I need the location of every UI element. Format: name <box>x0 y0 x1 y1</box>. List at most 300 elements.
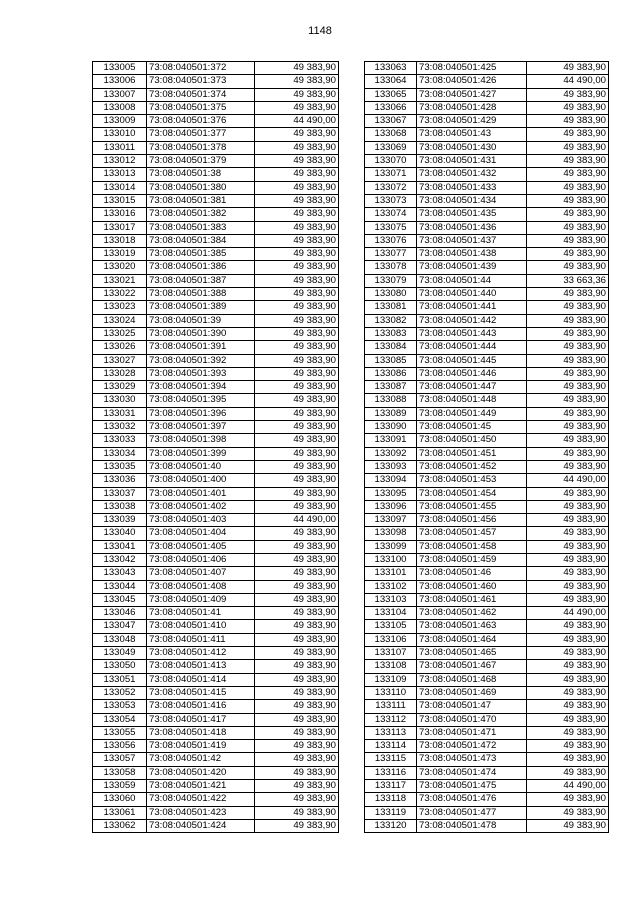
table-row <box>365 194 609 207</box>
cadastral-number: 73:08:040501:451 <box>417 447 527 460</box>
cadastral-number: 73:08:040501:382 <box>147 208 255 221</box>
cost-value: 49 383,90 <box>255 421 339 434</box>
table-row <box>365 793 609 806</box>
cost-value: 49 383,90 <box>527 327 609 340</box>
table-row <box>365 766 609 779</box>
cadastral-number: 73:08:040501:473 <box>417 753 527 766</box>
cost-value: 49 383,90 <box>527 128 609 141</box>
cost-value: 49 383,90 <box>255 673 339 686</box>
table-row <box>365 580 609 593</box>
row-number: 133079 <box>365 274 417 287</box>
row-number: 133045 <box>93 593 147 606</box>
table-row <box>365 301 609 314</box>
table-row <box>365 115 609 128</box>
table-row <box>365 141 609 154</box>
row-number: 133095 <box>365 487 417 500</box>
table-row <box>93 381 339 394</box>
cost-value: 49 383,90 <box>527 514 609 527</box>
table-row <box>365 421 609 434</box>
table-row <box>93 394 339 407</box>
table-row <box>365 367 609 380</box>
cadastral-number: 73:08:040501:455 <box>417 500 527 513</box>
cost-value: 49 383,90 <box>527 553 609 566</box>
cadastral-number: 73:08:040501:472 <box>417 740 527 753</box>
cadastral-number: 73:08:040501:442 <box>417 314 527 327</box>
row-number: 133035 <box>93 460 147 473</box>
table-row <box>365 288 609 301</box>
cadastral-number: 73:08:040501:439 <box>417 261 527 274</box>
row-number: 133041 <box>93 540 147 553</box>
cadastral-number: 73:08:040501:427 <box>417 88 527 101</box>
cost-value: 49 383,90 <box>255 155 339 168</box>
row-number: 133022 <box>93 288 147 301</box>
cadastral-number: 73:08:040501:467 <box>417 660 527 673</box>
cadastral-number: 73:08:040501:47 <box>417 700 527 713</box>
cadastral-number: 73:08:040501:452 <box>417 460 527 473</box>
row-number: 133093 <box>365 460 417 473</box>
cadastral-number: 73:08:040501:40 <box>147 460 255 473</box>
table-row <box>93 726 339 739</box>
cadastral-number: 73:08:040501:411 <box>147 633 255 646</box>
cost-value: 49 383,90 <box>255 128 339 141</box>
cost-value: 44 490,00 <box>527 474 609 487</box>
cadastral-number: 73:08:040501:372 <box>147 62 255 75</box>
cost-value: 49 383,90 <box>527 394 609 407</box>
cost-value: 49 383,90 <box>527 753 609 766</box>
table-row <box>93 181 339 194</box>
cost-value: 49 383,90 <box>255 341 339 354</box>
row-number: 133100 <box>365 553 417 566</box>
cadastral-number: 73:08:040501:475 <box>417 780 527 793</box>
row-number: 133091 <box>365 434 417 447</box>
cost-value: 49 383,90 <box>527 500 609 513</box>
cost-value: 49 383,90 <box>255 713 339 726</box>
cost-value: 49 383,90 <box>527 62 609 75</box>
table-row <box>365 101 609 114</box>
cadastral-number: 73:08:040501:416 <box>147 700 255 713</box>
table-row <box>93 593 339 606</box>
cadastral-number: 73:08:040501:381 <box>147 194 255 207</box>
table-row <box>365 740 609 753</box>
row-number: 133010 <box>93 128 147 141</box>
table-row <box>93 753 339 766</box>
row-number: 133082 <box>365 314 417 327</box>
row-number: 133053 <box>93 700 147 713</box>
row-number: 133039 <box>93 514 147 527</box>
cost-value: 49 383,90 <box>255 394 339 407</box>
table-row <box>93 128 339 141</box>
cost-value: 49 383,90 <box>527 434 609 447</box>
row-number: 133104 <box>365 607 417 620</box>
cadastral-number: 73:08:040501:399 <box>147 447 255 460</box>
row-number: 133113 <box>365 726 417 739</box>
row-number: 133109 <box>365 673 417 686</box>
table-row <box>93 367 339 380</box>
table-row <box>93 421 339 434</box>
table-row <box>93 527 339 540</box>
row-number: 133067 <box>365 115 417 128</box>
table-row <box>365 62 609 75</box>
cost-value: 49 383,90 <box>527 88 609 101</box>
cost-value: 49 383,90 <box>527 633 609 646</box>
row-number: 133073 <box>365 194 417 207</box>
cadastral-number: 73:08:040501:447 <box>417 381 527 394</box>
row-number: 133013 <box>93 168 147 181</box>
cadastral-number: 73:08:040501:397 <box>147 421 255 434</box>
row-number: 133089 <box>365 407 417 420</box>
cadastral-number: 73:08:040501:458 <box>417 540 527 553</box>
table-row <box>365 261 609 274</box>
table-row <box>365 673 609 686</box>
cost-value: 49 383,90 <box>255 580 339 593</box>
cadastral-number: 73:08:040501:428 <box>417 101 527 114</box>
cadastral-number: 73:08:040501:387 <box>147 274 255 287</box>
row-number: 133019 <box>93 248 147 261</box>
cadastral-number: 73:08:040501:42 <box>147 753 255 766</box>
table-row <box>93 75 339 88</box>
row-number: 133084 <box>365 341 417 354</box>
cadastral-number: 73:08:040501:440 <box>417 288 527 301</box>
table-row <box>365 567 609 580</box>
cadastral-number: 73:08:040501:395 <box>147 394 255 407</box>
cadastral-number: 73:08:040501:421 <box>147 780 255 793</box>
cadastral-number: 73:08:040501:401 <box>147 487 255 500</box>
table-row <box>93 62 339 75</box>
cadastral-number: 73:08:040501:418 <box>147 726 255 739</box>
table-row <box>365 168 609 181</box>
row-number: 133046 <box>93 607 147 620</box>
table-row <box>365 407 609 420</box>
cadastral-number: 73:08:040501:410 <box>147 620 255 633</box>
cadastral-number: 73:08:040501:425 <box>417 62 527 75</box>
cadastral-number: 73:08:040501:417 <box>147 713 255 726</box>
cadastral-number: 73:08:040501:459 <box>417 553 527 566</box>
row-number: 133024 <box>93 314 147 327</box>
table-row <box>365 327 609 340</box>
cost-value: 49 383,90 <box>255 75 339 88</box>
cost-value: 49 383,90 <box>255 168 339 181</box>
row-number: 133115 <box>365 753 417 766</box>
table-row <box>93 633 339 646</box>
row-number: 133036 <box>93 474 147 487</box>
cost-value: 49 383,90 <box>255 407 339 420</box>
table-row <box>365 607 609 620</box>
cadastral-number: 73:08:040501:449 <box>417 407 527 420</box>
cadastral-number: 73:08:040501:45 <box>417 421 527 434</box>
row-number: 133032 <box>93 421 147 434</box>
cadastral-number: 73:08:040501:460 <box>417 580 527 593</box>
table-row <box>365 155 609 168</box>
cost-value: 49 383,90 <box>255 500 339 513</box>
table-row <box>93 793 339 806</box>
row-number: 133008 <box>93 101 147 114</box>
cadastral-number: 73:08:040501:446 <box>417 367 527 380</box>
table-row <box>365 487 609 500</box>
row-number: 133088 <box>365 394 417 407</box>
cadastral-number: 73:08:040501:476 <box>417 793 527 806</box>
row-number: 133081 <box>365 301 417 314</box>
table-row <box>365 726 609 739</box>
table-row <box>365 221 609 234</box>
row-number: 133049 <box>93 647 147 660</box>
cadastral-number: 73:08:040501:402 <box>147 500 255 513</box>
cadastral-number: 73:08:040501:457 <box>417 527 527 540</box>
cost-value: 49 383,90 <box>527 740 609 753</box>
cost-value: 49 383,90 <box>255 234 339 247</box>
row-number: 133025 <box>93 327 147 340</box>
table-row <box>93 288 339 301</box>
row-number: 133026 <box>93 341 147 354</box>
table-row <box>93 447 339 460</box>
row-number: 133112 <box>365 713 417 726</box>
row-number: 133028 <box>93 367 147 380</box>
cadastral-number: 73:08:040501:400 <box>147 474 255 487</box>
table-row <box>93 540 339 553</box>
table-row <box>93 460 339 473</box>
table-row <box>93 474 339 487</box>
row-number: 133042 <box>93 553 147 566</box>
table-row <box>365 381 609 394</box>
cadastral-number: 73:08:040501:422 <box>147 793 255 806</box>
row-number: 133029 <box>93 381 147 394</box>
row-number: 133058 <box>93 766 147 779</box>
cost-value: 49 383,90 <box>255 314 339 327</box>
row-number: 133092 <box>365 447 417 460</box>
cost-value: 49 383,90 <box>527 421 609 434</box>
cadastral-number: 73:08:040501:433 <box>417 181 527 194</box>
table-row <box>93 819 339 832</box>
row-number: 133096 <box>365 500 417 513</box>
table-row <box>93 354 339 367</box>
cost-value: 49 383,90 <box>255 474 339 487</box>
cost-value: 49 383,90 <box>255 208 339 221</box>
row-number: 133015 <box>93 194 147 207</box>
cadastral-number: 73:08:040501:391 <box>147 341 255 354</box>
cost-value: 49 383,90 <box>255 460 339 473</box>
row-number: 133038 <box>93 500 147 513</box>
row-number: 133119 <box>365 806 417 819</box>
cadastral-number: 73:08:040501:429 <box>417 115 527 128</box>
row-number: 133034 <box>93 447 147 460</box>
cost-value: 49 383,90 <box>255 593 339 606</box>
cadastral-number: 73:08:040501:468 <box>417 673 527 686</box>
cadastral-number: 73:08:040501:448 <box>417 394 527 407</box>
row-number: 133062 <box>93 819 147 832</box>
row-number: 133040 <box>93 527 147 540</box>
cost-value: 49 383,90 <box>255 647 339 660</box>
table-row <box>365 474 609 487</box>
row-number: 133077 <box>365 248 417 261</box>
table-row <box>93 314 339 327</box>
table-row <box>93 580 339 593</box>
cost-value: 49 383,90 <box>255 527 339 540</box>
cadastral-number: 73:08:040501:409 <box>147 593 255 606</box>
cadastral-number: 73:08:040501:450 <box>417 434 527 447</box>
cost-value: 49 383,90 <box>527 819 609 832</box>
cost-value: 49 383,90 <box>527 447 609 460</box>
row-number: 133105 <box>365 620 417 633</box>
table-row <box>365 341 609 354</box>
cadastral-number: 73:08:040501:388 <box>147 288 255 301</box>
table-row <box>365 819 609 832</box>
row-number: 133014 <box>93 181 147 194</box>
cost-value: 49 383,90 <box>527 700 609 713</box>
table-row <box>93 766 339 779</box>
cadastral-number: 73:08:040501:390 <box>147 327 255 340</box>
cost-value: 49 383,90 <box>527 686 609 699</box>
row-number: 133017 <box>93 221 147 234</box>
table-row <box>93 806 339 819</box>
row-number: 133005 <box>93 62 147 75</box>
cadastral-number: 73:08:040501:396 <box>147 407 255 420</box>
cost-value: 49 383,90 <box>527 208 609 221</box>
cost-value: 49 383,90 <box>527 540 609 553</box>
table-row <box>365 234 609 247</box>
cost-value: 49 383,90 <box>255 753 339 766</box>
row-number: 133070 <box>365 155 417 168</box>
table-row <box>93 301 339 314</box>
row-number: 133117 <box>365 780 417 793</box>
register-table-right <box>364 61 609 833</box>
table-row <box>365 753 609 766</box>
cost-value: 49 383,90 <box>527 115 609 128</box>
cadastral-number: 73:08:040501:432 <box>417 168 527 181</box>
table-row <box>365 75 609 88</box>
cadastral-number: 73:08:040501:420 <box>147 766 255 779</box>
table-row <box>365 447 609 460</box>
cadastral-number: 73:08:040501:470 <box>417 713 527 726</box>
row-number: 133110 <box>365 686 417 699</box>
table-row <box>93 101 339 114</box>
cost-value: 49 383,90 <box>255 766 339 779</box>
row-number: 133030 <box>93 394 147 407</box>
cadastral-number: 73:08:040501:380 <box>147 181 255 194</box>
cost-value: 49 383,90 <box>255 780 339 793</box>
table-row <box>93 261 339 274</box>
table-row <box>365 780 609 793</box>
row-number: 133051 <box>93 673 147 686</box>
table-row <box>365 208 609 221</box>
cost-value: 49 383,90 <box>255 540 339 553</box>
cost-value: 49 383,90 <box>255 301 339 314</box>
table-row <box>93 208 339 221</box>
cost-value: 49 383,90 <box>255 261 339 274</box>
cost-value: 49 383,90 <box>527 168 609 181</box>
table-row <box>365 248 609 261</box>
cadastral-number: 73:08:040501:406 <box>147 553 255 566</box>
cost-value: 49 383,90 <box>255 274 339 287</box>
cost-value: 49 383,90 <box>255 288 339 301</box>
row-number: 133120 <box>365 819 417 832</box>
row-number: 133066 <box>365 101 417 114</box>
row-number: 133072 <box>365 181 417 194</box>
table-row <box>93 274 339 287</box>
cost-value: 44 490,00 <box>527 75 609 88</box>
cost-value: 44 490,00 <box>527 607 609 620</box>
row-number: 133098 <box>365 527 417 540</box>
table-row <box>365 128 609 141</box>
cost-value: 49 383,90 <box>255 686 339 699</box>
table-row <box>93 155 339 168</box>
cadastral-number: 73:08:040501:386 <box>147 261 255 274</box>
cadastral-number: 73:08:040501:441 <box>417 301 527 314</box>
row-number: 133068 <box>365 128 417 141</box>
cadastral-number: 73:08:040501:424 <box>147 819 255 832</box>
row-number: 133054 <box>93 713 147 726</box>
table-row <box>365 806 609 819</box>
cost-value: 49 383,90 <box>527 487 609 500</box>
cost-value: 49 383,90 <box>527 194 609 207</box>
table-row <box>365 181 609 194</box>
row-number: 133087 <box>365 381 417 394</box>
row-number: 133080 <box>365 288 417 301</box>
cost-value: 49 383,90 <box>527 527 609 540</box>
cadastral-number: 73:08:040501:43 <box>417 128 527 141</box>
cadastral-number: 73:08:040501:385 <box>147 248 255 261</box>
row-number: 133103 <box>365 593 417 606</box>
cadastral-number: 73:08:040501:430 <box>417 141 527 154</box>
row-number: 133101 <box>365 567 417 580</box>
cadastral-number: 73:08:040501:412 <box>147 647 255 660</box>
table-row <box>93 168 339 181</box>
cadastral-number: 73:08:040501:477 <box>417 806 527 819</box>
cadastral-number: 73:08:040501:404 <box>147 527 255 540</box>
cost-value: 49 383,90 <box>527 460 609 473</box>
row-number: 133061 <box>93 806 147 819</box>
row-number: 133071 <box>365 168 417 181</box>
cadastral-number: 73:08:040501:384 <box>147 234 255 247</box>
cadastral-number: 73:08:040501:39 <box>147 314 255 327</box>
cost-value: 49 383,90 <box>527 567 609 580</box>
cost-value: 49 383,90 <box>255 793 339 806</box>
cost-value: 49 383,90 <box>527 288 609 301</box>
table-row <box>365 88 609 101</box>
cost-value: 49 383,90 <box>255 181 339 194</box>
row-number: 133021 <box>93 274 147 287</box>
cost-value: 49 383,90 <box>527 620 609 633</box>
row-number: 133011 <box>93 141 147 154</box>
row-number: 133078 <box>365 261 417 274</box>
cost-value: 49 383,90 <box>527 593 609 606</box>
row-number: 133076 <box>365 234 417 247</box>
row-number: 133016 <box>93 208 147 221</box>
cost-value: 49 383,90 <box>527 248 609 261</box>
cadastral-number: 73:08:040501:46 <box>417 567 527 580</box>
row-number: 133064 <box>365 75 417 88</box>
cost-value: 49 383,90 <box>255 660 339 673</box>
cost-value: 49 383,90 <box>255 381 339 394</box>
row-number: 133027 <box>93 354 147 367</box>
cadastral-number: 73:08:040501:426 <box>417 75 527 88</box>
cost-value: 44 490,00 <box>255 514 339 527</box>
cost-value: 49 383,90 <box>255 607 339 620</box>
table-row <box>93 660 339 673</box>
cadastral-number: 73:08:040501:423 <box>147 806 255 819</box>
cadastral-number: 73:08:040501:379 <box>147 155 255 168</box>
table-row <box>93 434 339 447</box>
cost-value: 49 383,90 <box>527 580 609 593</box>
cadastral-number: 73:08:040501:392 <box>147 354 255 367</box>
cadastral-number: 73:08:040501:38 <box>147 168 255 181</box>
table-row <box>365 434 609 447</box>
row-number: 133069 <box>365 141 417 154</box>
row-number: 133052 <box>93 686 147 699</box>
row-number: 133050 <box>93 660 147 673</box>
row-number: 133114 <box>365 740 417 753</box>
table-row <box>365 647 609 660</box>
cadastral-number: 73:08:040501:419 <box>147 740 255 753</box>
table-row <box>365 394 609 407</box>
